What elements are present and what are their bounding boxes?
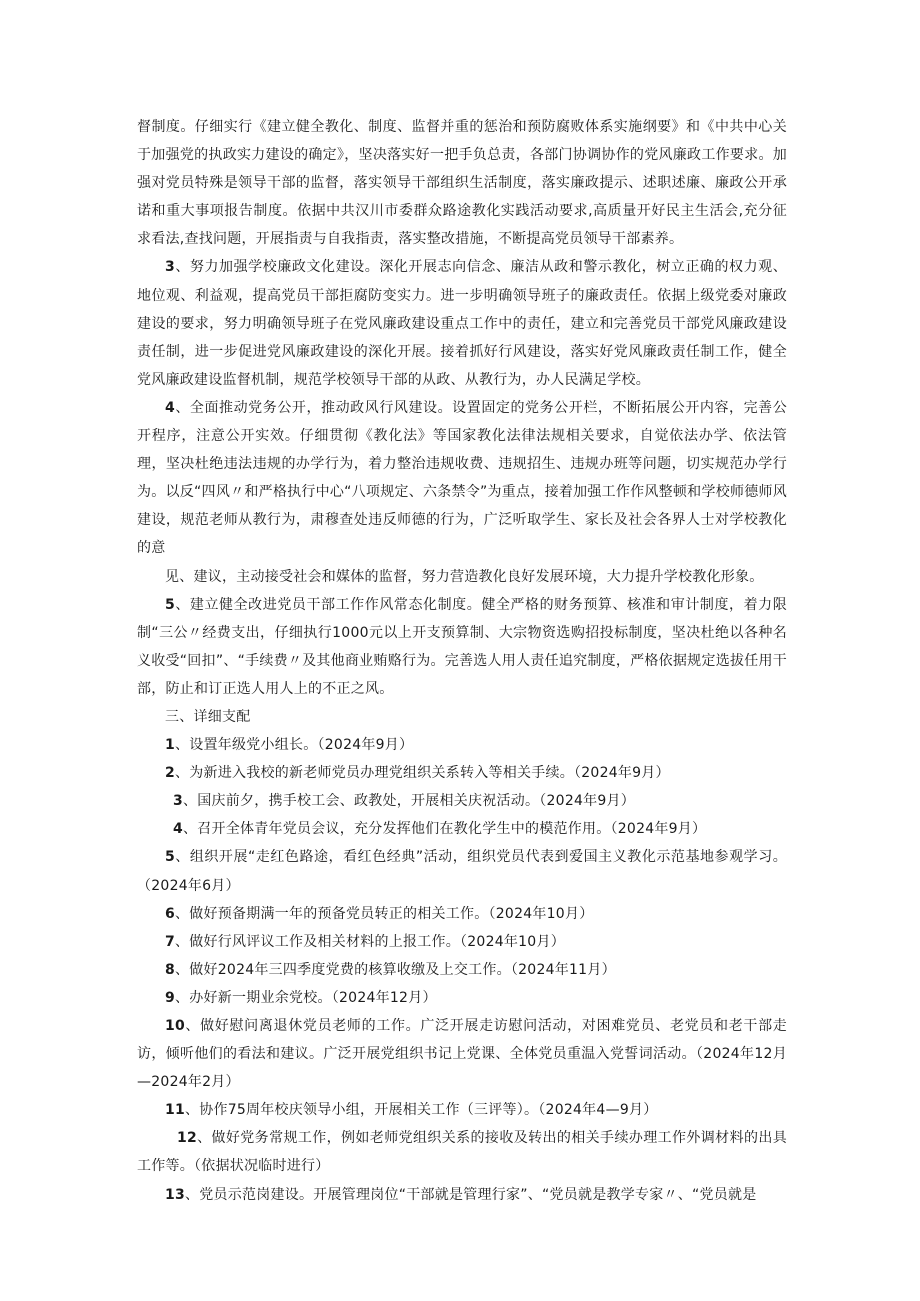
numbered-paragraph: [137, 815, 787, 843]
numbered-paragraph: [137, 394, 787, 563]
numbered-paragraph: [137, 731, 787, 759]
item-number: 9: [165, 989, 175, 1006]
paragraph-text: 、党员示范岗建设。开展管理岗位“干部就是管理行家”、“党员就是教学专家〃、“党员就是: [184, 1186, 757, 1203]
paragraph: [137, 113, 787, 253]
item-number: 13: [165, 1186, 185, 1203]
paragraph-text: 、做好党务常规工作，例如老师党组织关系的接收及转出的相关手续办理工作外调材料的出具工作等。（依据状况临时进行）: [137, 1130, 787, 1175]
paragraph-text: 、建立健全改进党员干部工作作风常态化制度。健全严格的财务预算、核准和审计制度，着力限制“三公〃经费支出，仔细执行1000元以上开支预算制、大宗物资选购招投标制度，坚决杜绝以各种名义收受“回扣”、“手续费〃及其他商业贿赂行为。完善选人用人责任追究制度，严格依据规定选拔任用干部，防止和订正选人用人上的不正之风。: [137, 596, 787, 697]
numbered-paragraph: [137, 1181, 787, 1209]
item-number: 10: [165, 1018, 185, 1034]
section-heading: [137, 703, 787, 731]
numbered-paragraph: [137, 900, 787, 928]
item-number: 5: [165, 596, 175, 613]
paragraph-text: 、组织开展“走红色路途，看红色经典”活动，组织党员代表到爱国主义教化示范基地参观学习。（2024年6月）: [137, 849, 787, 894]
paragraph-text: 、召开全体青年党员会议，充分发挥他们在教化学生中的模范作用。（2024年9月）: [183, 821, 707, 838]
item-number: 3: [173, 793, 183, 810]
document-body: [137, 113, 787, 1209]
paragraph-text: 、国庆前夕，携手校工会、政教处，开展相关庆祝活动。（2024年9月）: [183, 793, 636, 810]
paragraph-text: 督制度。仔细实行《建立健全教化、制度、监督并重的惩治和预防腐败体系实施纲要》和《中共中心关于加强党的执政实力建设的确定》，坚决落实好一把手负总责，各部门协调协作的党风廉政工作要求。加强对党员特殊是领导干部的监督，落实领导干部组织生活制度，落实廉政提示、述职述廉、廉政公开承诺和重大事项报告制度。依据中共汉川市委群众路途教化实践活动要求,高质量开好民主生活会,充分征求看法,查找问题，开展指责与自我指责，落实整改措施，不断提高党员领导干部素养。: [137, 119, 787, 248]
numbered-paragraph: [137, 759, 787, 787]
item-number: 7: [165, 933, 175, 950]
item-number: 12: [177, 1130, 197, 1147]
item-number: 11: [165, 1102, 185, 1119]
paragraph-text: 、做好行风评议工作及相关材料的上报工作。（2024年10月）: [175, 933, 565, 950]
numbered-paragraph: [137, 787, 787, 815]
item-number: 5: [165, 849, 175, 866]
paragraph-text: 、全面推动党务公开，推动政风行风建设。设置固定的党务公开栏，不断拓展公开内容，完善公开程序，注意公开实效。仔细贯彻《教化法》等国家教化法律法规相关要求，自觉依法办学、依法管理，坚决杜绝违法违规的办学行为，着力整治违规收费、违规招生、违规办班等问题，切实规范办学行为。以反“四风〃和严格执行中心“八项规定、六条禁令”为重点，接着加强工作作风整顿和学校师德师风建设，规范老师从教行为，肃穆查处违反师德的行为，广泛听取学生、家长及社会各界人士对学校教化的意: [137, 399, 787, 557]
item-number: 8: [165, 961, 175, 978]
numbered-paragraph: [137, 1012, 787, 1096]
item-number: 3: [165, 259, 175, 276]
paragraph-text: 、做好预备期满一年的预备党员转正的相关工作。（2024年10月）: [175, 905, 594, 922]
numbered-paragraph: [137, 956, 787, 984]
item-number: 2: [165, 765, 175, 782]
numbered-paragraph: [137, 591, 787, 703]
paragraph-text: 、为新进入我校的新老师党员办理党组织关系转入等相关手续。（2024年9月）: [175, 765, 670, 782]
item-number: 4: [165, 399, 175, 416]
numbered-paragraph: [137, 843, 787, 899]
numbered-paragraph: [137, 253, 787, 393]
paragraph-text: 、努力加强学校廉政文化建设。深化开展志向信念、廉洁从政和警示教化，树立正确的权力观、地位观、利益观，提高党员干部拒腐防变实力。进一步明确领导班子的廉政责任。依据上级党委对廉政建设的要求，努力明确领导班子在党风廉政建设重点工作中的责任，建立和完善党员干部党风廉政建设责任制，进一步促进党风廉政建设的深化开展。接着抓好行风建设，落实好党风廉政责任制工作，健全党风廉政建设监督机制，规范学校领导干部的从政、从教行为，办人民满足学校。: [137, 259, 787, 388]
paragraph: [137, 563, 787, 591]
paragraph-text: 、设置年级党小组长。（2024年9月）: [175, 737, 414, 754]
paragraph-text: 三、详细支配: [165, 708, 251, 725]
numbered-paragraph: [137, 1096, 787, 1124]
item-number: 4: [173, 821, 183, 838]
paragraph-text: 、协作75周年校庆领导小组，开展相关工作（三评等）。（2024年4—9月）: [184, 1102, 658, 1119]
paragraph-text: 、做好2024年三四季度党费的核算收缴及上交工作。（2024年11月）: [175, 961, 616, 978]
paragraph-text: 、做好慰问离退休党员老师的工作。广泛开展走访慰问活动，对困难党员、老党员和老干部走访，倾听他们的看法和建议。广泛开展党组织书记上党课、全体党员重温入党誓词活动。（2024年12月—2024年2月）: [137, 1018, 787, 1091]
numbered-paragraph: [137, 984, 787, 1012]
paragraph-text: 、办好新一期业余党校。（2024年12月）: [175, 989, 437, 1006]
item-number: 1: [165, 737, 175, 754]
item-number: 6: [165, 905, 175, 922]
paragraph-text: 见、建议，主动接受社会和媒体的监督，努力营造教化良好发展环境，大力提升学校教化形象。: [165, 568, 764, 585]
numbered-paragraph: [137, 928, 787, 956]
numbered-paragraph: [137, 1124, 787, 1180]
